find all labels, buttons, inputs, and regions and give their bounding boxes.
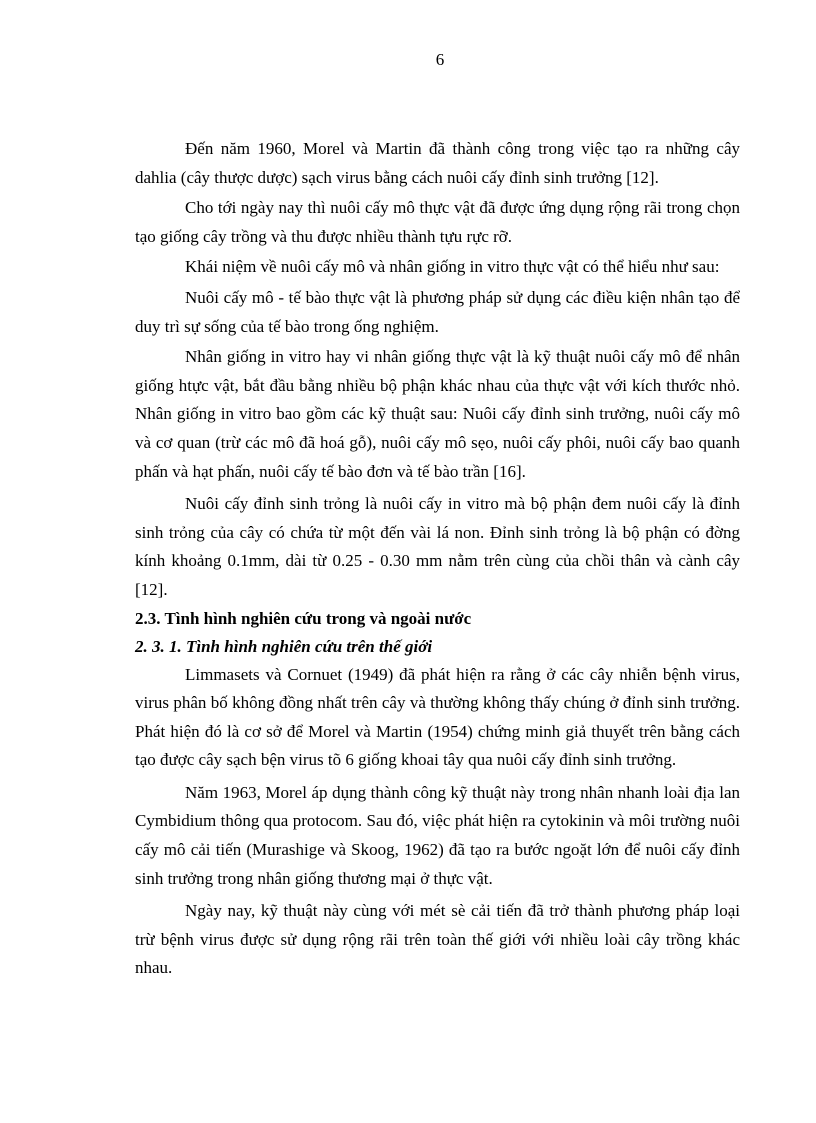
paragraph-tissue-culture-definition: Nuôi cấy mô - tế bào thực vật là phương pháp sử dụng các điều kiện nhân tạo để duy trì sự sống của tế bào trong ống nghiệm.: [135, 287, 740, 336]
paragraph-applications: Cho tới ngày nay thì nuôi cấy mô thực vật đã được ứng dụng rộng rãi trong chọn tạo giống cây trồng và thu được nhiều thành tựu rực rỡ.: [135, 198, 740, 246]
section-heading: 2.3. Tình hình nghiên cứu trong và ngoài nước: [135, 608, 472, 628]
paragraph-dahlia: Đến năm 1960, Morel và Martin đã thành công trong việc tạo ra những cây dahlia (cây thược dược) sạch virus bằng cách nuôi cấy đỉnh sinh trưởng [12].: [135, 139, 740, 187]
document-body: [135, 135, 740, 983]
paragraph-in-vitro-propagation: Nhân giống in vitro hay vi nhân giống thực vật là kỹ thuật nuôi cấy mô để nhân giống htực vật, bắt đầu bằng nhiều bộ phận khác nhau của thực vật với kích thước nhỏ. Nhân giống in vitro bao gồm các kỹ thuật sau: Nuôi cấy đỉnh sinh trưởng, nuôi cấy mô và cơ quan (trừ các mô đã hoá gỗ), nuôi cấy mô sẹo, nuôi cấy phôi, nuôi cấy bao quanh phấn và hạt phấn, nuôi cấy tế bào đơn và tế bào trần [16].: [135, 347, 740, 481]
paragraph-morel-1963: Năm 1963, Morel áp dụng thành công kỹ thuật này trong nhân nhanh loài địa lan Cymbidium thông qua protocom. Sau đó, việc phát hiện ra cytokinin và môi trường nuôi cấy mô cải tiến (Murashige và Skoog, 1962) đã tạo ra bước ngoặt lớn để nuôi cấy đỉnh sinh trưởng trong nhân giống thương mại ở thực vật.: [135, 782, 740, 888]
paragraph-meristem-culture: Nuôi cấy đỉnh sinh trỏng là nuôi cấy in vitro mà bộ phận đem nuôi cấy là đỉnh sinh trỏng của cây có chứa từ một đến vài lá non. Đỉnh sinh trỏng là bộ phận có đờng kính khoảng 0.1mm, dài từ 0.25 - 0.30 mm nằm trên cùng của chồi thân và cành cây [12].: [135, 494, 740, 599]
page-number: 6: [435, 50, 445, 69]
paragraph-limmasets: Limmasets và Cornuet (1949) đã phát hiện ra rằng ở các cây nhiễn bệnh virus, virus phân bố không đồng nhất trên cây và thường không thấy chúng ở đỉnh sinh trưởng. Phát hiện đó là cơ sở để Morel và Martin (1954) chứng minh giả thuyết trên bằng cách tạo được cây sạch bện virus tõ 6 giống khoai tây qua nuôi cấy đỉnh sinh trưởng.: [135, 664, 740, 770]
paragraph-concept-intro: Khái niệm về nuôi cấy mô và nhân giống in vitro thực vật có thể hiểu như sau:: [185, 257, 720, 277]
paragraph-nowadays: Ngày nay, kỹ thuật này cùng với mét sè cải tiến đã trở thành phương pháp loại trừ bệnh virus được sử dụng rộng rãi trên toàn thế giới với nhiều loài cây trồng khác nhau.: [135, 901, 740, 978]
subsection-heading: 2. 3. 1. Tình hình nghiên cứu trên thế giới: [135, 636, 433, 656]
